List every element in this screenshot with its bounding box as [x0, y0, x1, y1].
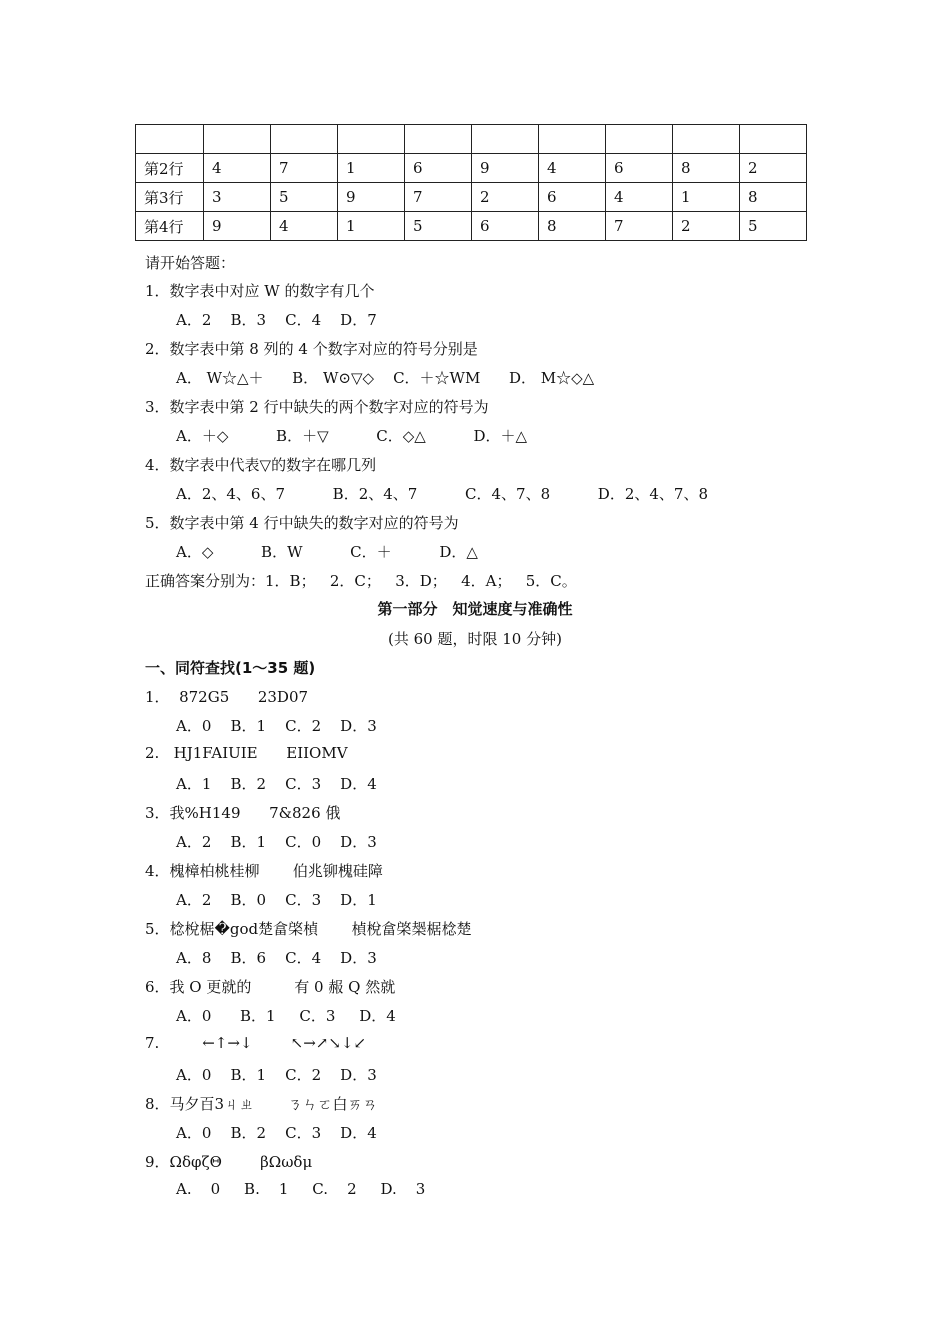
- table-cell: 4: [539, 154, 606, 183]
- table-cell: 2: [740, 154, 807, 183]
- practice-options: A．2 B．3 C．4 D．7: [176, 311, 377, 329]
- table-cell: [136, 125, 204, 154]
- practice-options: A． W☆△＋ B． W⊙▽◇ C．＋☆WM D． M☆◇△: [176, 369, 595, 387]
- intro-text: 请开始答题：: [145, 254, 236, 272]
- table-cell: 4: [606, 183, 673, 212]
- table-cell: 8: [673, 154, 740, 183]
- answer-key: 正确答案分别为：1．B； 2．C； 3．D； 4．A； 5．C。: [145, 572, 577, 590]
- question-item: 4．槐樟柏桃桂柳 伯兆铆槐硅障: [145, 862, 383, 880]
- practice-question: 2．数字表中第 8 列的 4 个数字对应的符号分别是: [145, 340, 478, 358]
- section-title: 第一部分 知觉速度与准确性: [377, 600, 573, 618]
- table-cell: 7: [271, 154, 338, 183]
- table-cell: 5: [740, 212, 807, 241]
- question-item: 1． 872G5 23D07: [145, 688, 309, 706]
- question-item: 7. ←↑→↓ ↖→↗↘↓↙: [145, 1034, 367, 1052]
- question-options: A．1 B．2 C．3 D．4: [176, 775, 377, 793]
- question-options: A．2 B．0 C．3 D．1: [176, 891, 377, 909]
- table-cell: 2: [472, 183, 539, 212]
- practice-options: A．＋◇ B．＋▽ C．◇△ D．＋△: [176, 427, 528, 445]
- table-row: [136, 183, 807, 212]
- table-cell: 2: [673, 212, 740, 241]
- table-cell: [606, 125, 673, 154]
- table-cell: 9: [338, 183, 405, 212]
- table-cell: 9: [204, 212, 271, 241]
- table-cell: 第4行: [136, 212, 204, 241]
- question-item: 2. HJ1FAIUIE EIIOMV: [145, 744, 348, 762]
- table-cell: 6: [606, 154, 673, 183]
- table-cell: 6: [472, 212, 539, 241]
- table-cell: 1: [338, 212, 405, 241]
- part-heading: 一、同符查找(1～35 题): [145, 659, 316, 677]
- number-table: [135, 124, 807, 241]
- section-subtitle: (共 60 题，时限 10 分钟): [388, 630, 562, 648]
- table-cell: 1: [338, 154, 405, 183]
- table-cell: 9: [472, 154, 539, 183]
- table-cell: 1: [673, 183, 740, 212]
- practice-question: 4．数字表中代表▽的数字在哪几列: [145, 456, 377, 474]
- table-header-row: [136, 125, 807, 154]
- practice-question: 1．数字表中对应 W 的数字有几个: [145, 282, 375, 300]
- table-cell: [338, 125, 405, 154]
- table-cell: 7: [606, 212, 673, 241]
- table-cell: 3: [204, 183, 271, 212]
- table-cell: [472, 125, 539, 154]
- practice-options: A．2、4、6、7 B．2、4、7 C．4、7、8 D．2、4、7、8: [176, 485, 709, 503]
- table-cell: [539, 125, 606, 154]
- table-cell: [405, 125, 472, 154]
- table-cell: 4: [271, 212, 338, 241]
- table-cell: 8: [539, 212, 606, 241]
- table-cell: 4: [204, 154, 271, 183]
- table-cell: 第2行: [136, 154, 204, 183]
- table-cell: 6: [539, 183, 606, 212]
- practice-options: A．◇ B．W C．＋ D．△: [176, 543, 478, 561]
- table-cell: [271, 125, 338, 154]
- practice-question: 3．数字表中第 2 行中缺失的两个数字对应的符号为: [145, 398, 489, 416]
- table-cell: [673, 125, 740, 154]
- table-cell: [204, 125, 271, 154]
- question-options: A．0 B．1 C．3 D．4: [176, 1007, 396, 1025]
- question-options: A. 0 B. 1 C. 2 D. 3: [176, 1180, 426, 1198]
- table-cell: 6: [405, 154, 472, 183]
- question-item: 5．棯梲椐�god楚畣棨楨 楨梲畣棨椝椐棯楚: [145, 920, 472, 938]
- table-row: [136, 154, 807, 183]
- table-cell: 5: [271, 183, 338, 212]
- table-cell: 8: [740, 183, 807, 212]
- table-cell: 第3行: [136, 183, 204, 212]
- question-item: 6．我 O 更就的 有 0 赧 Q 然就: [145, 978, 396, 996]
- table-cell: 5: [405, 212, 472, 241]
- question-item: 9．ΩδφζΘ βΩωδμ: [145, 1153, 313, 1171]
- table-row: [136, 212, 807, 241]
- table-cell: [740, 125, 807, 154]
- question-options: A．2 B．1 C．0 D．3: [176, 833, 377, 851]
- question-options: A．8 B．6 C．4 D．3: [176, 949, 377, 967]
- question-options: A．0 B．1 C．2 D．3: [176, 717, 377, 735]
- question-item: 8．马夕百3ㄐㄓ ㄋㄣㄛ白ㄞㄢ: [145, 1095, 378, 1113]
- question-item: 3．我%H149 7&826 俄: [145, 804, 341, 822]
- question-options: A．0 B．1 C．2 D．3: [176, 1066, 377, 1084]
- practice-question: 5．数字表中第 4 行中缺失的数字对应的符号为: [145, 514, 459, 532]
- question-options: A．0 B．2 C．3 D．4: [176, 1124, 377, 1142]
- table-cell: 7: [405, 183, 472, 212]
